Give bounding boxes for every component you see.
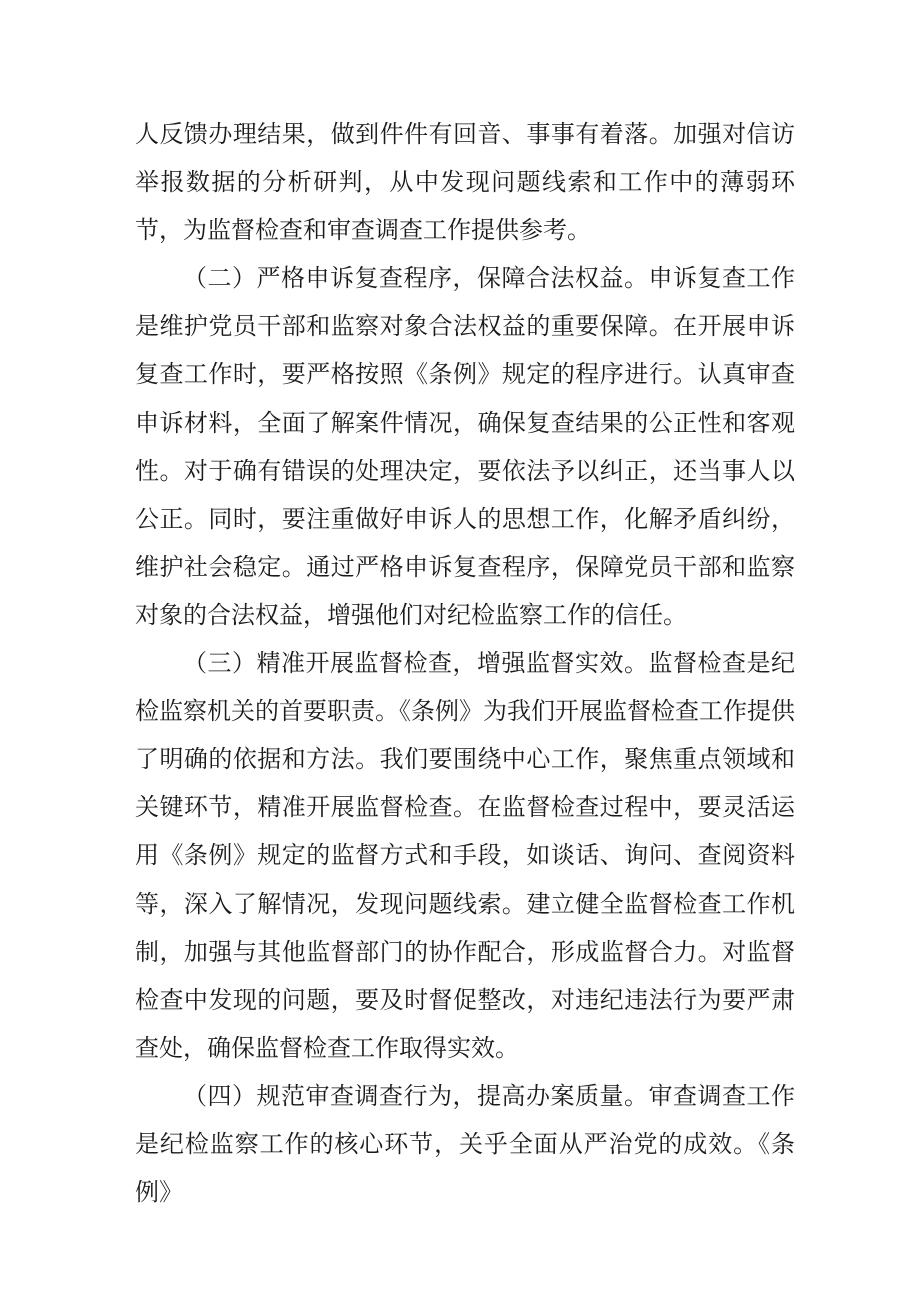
paragraph-section-2: （二）严格申诉复查程序，保障合法权益。申诉复查工作是维护党员干部和监察对象合法权益的重要保障。在开展申诉复查工作时，要严格按照《条例》规定的程序进行。认真审查申诉材料，全面了解案件情况，确保复查结果的公正性和客观性。对于确有错误的处理决定，要依法予以纠正，还当事人以公正。同时，要注重做好申诉人的思想工作，化解矛盾纠纷，维护社会稳定。通过严格申诉复查程序，保障党员干部和监察对象的合法权益，增强他们对纪检监察工作的信任。 bbox=[135, 264, 795, 629]
paragraph-section-4: （四）规范审查调查行为，提高办案质量。审查调查工作是纪检监察工作的核心环节，关乎全面从严治党的成效。《条例》 bbox=[135, 1081, 795, 1207]
body-text bbox=[135, 110, 795, 1216]
paragraph-continuation: 人反馈办理结果，做到件件有回音、事事有着落。加强对信访举报数据的分析研判，从中发现问题线索和工作中的薄弱环节，为监督检查和审查调查工作提供参考。 bbox=[135, 120, 795, 245]
paragraph-section-3: （三）精准开展监督检查，增强监督实效。监督检查是纪检监察机关的首要职责。《条例》为我们开展监督检查工作提供了明确的依据和方法。我们要围绕中心工作，聚焦重点领域和关键环节，精准开展监督检查。在监督检查过程中，要灵活运用《条例》规定的监督方式和手段，如谈话、询问、查阅资料等，深入了解情况，发现问题线索。建立健全监督检查工作机制，加强与其他监督部门的协作配合，形成监督合力。对监督检查中发现的问题，要及时督促整改，对违纪违法行为要严肃查处，确保监督检查工作取得实效。 bbox=[135, 649, 795, 1062]
